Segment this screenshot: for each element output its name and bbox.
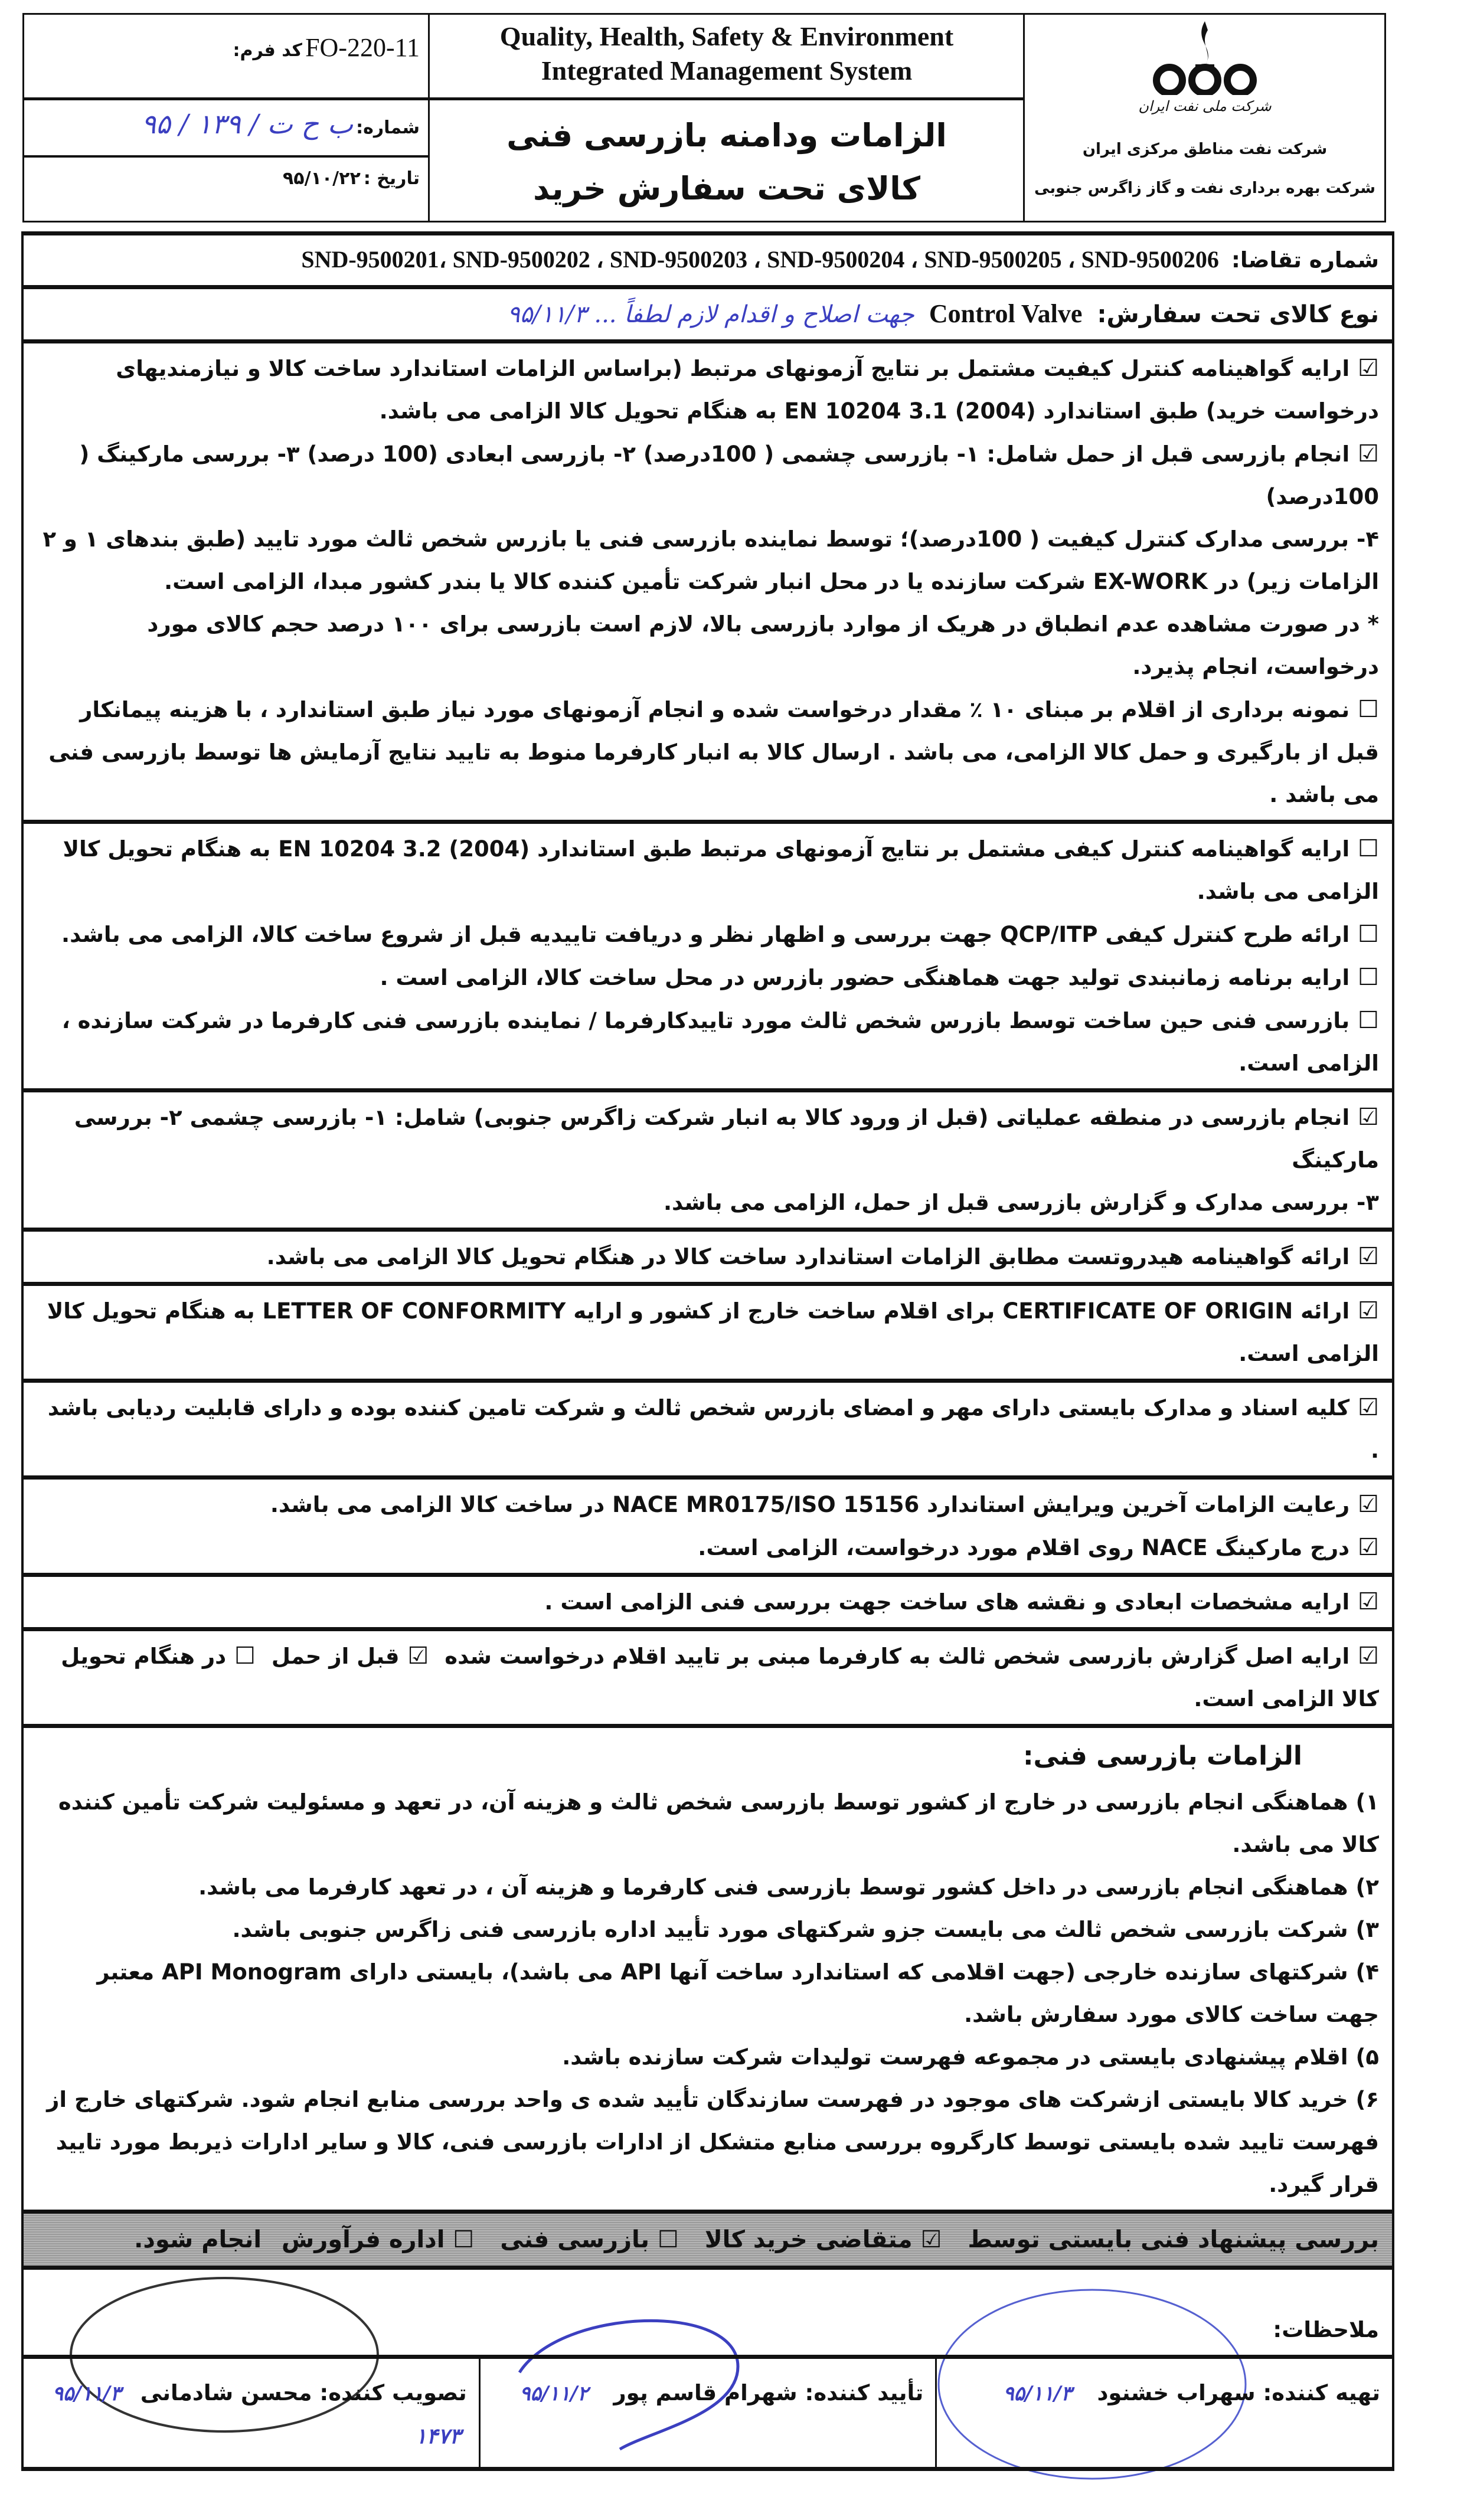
hydrotest-row	[21, 1228, 1394, 1282]
item-number: ۱)	[1355, 1789, 1379, 1815]
checkbox-unchecked[interactable]: ☐	[1358, 1007, 1379, 1034]
requirement-text: بازرسی فنی حین ساخت توسط بازرس شخص ثالث مورد تاییدکارفرما / نماینده بازرسی فنی کارفرما در شرکت سازنده ، الزامی است.	[61, 1008, 1379, 1076]
requirement-item	[37, 1483, 1379, 1526]
checkbox-unchecked[interactable]: ☐	[1358, 696, 1379, 723]
number-value: ب ح ت / ۱۳۹ / ۹۵	[141, 108, 354, 140]
checkbox-checked[interactable]: ☑	[1358, 1243, 1379, 1270]
requirement-item	[37, 347, 1379, 433]
nace-rows	[21, 1475, 1394, 1573]
request-number-value: SND-9500201، SND-9500202 ، SND-9500203 ، SND-9500204 ، SND-9500205 ، SND-9500206	[301, 246, 1219, 273]
dimensions-row	[21, 1573, 1394, 1627]
approved-by-label: تصویب کننده:	[319, 2380, 467, 2406]
requirement-text: ارایه گواهینامه کنترل کیفی مشتمل بر نتایج آزمونهای مرتبط طبق استاندارد (2004) EN 10204 3.2 به هنگام تحویل کالا الزامی می باشد.	[63, 836, 1379, 904]
requirement-list-item	[37, 1909, 1379, 1951]
processing-dept-checkbox[interactable]: ☐	[453, 2226, 475, 2253]
company-name-2: شرکت بهره برداری نفت و گاز زاگرس جنوبی	[1034, 179, 1375, 197]
section-site-inspection	[21, 1088, 1394, 1228]
approved-by-name: محسن شادمانی	[140, 2380, 312, 2406]
item-text: هماهنگی انجام بازرسی در خارج از کشور توسط بازرسی شخص ثالث و هزینه آن، در تعهد و مسئولیت شرکت تأمین کننده کالا می باشد.	[58, 1789, 1379, 1857]
approved-by-number: ۱۴۷۳	[415, 2424, 461, 2449]
system-title-1: Quality, Health, Safety & Environment	[499, 21, 954, 51]
form-body	[21, 231, 1394, 2471]
requirement-list-item	[37, 1866, 1379, 1909]
checkbox-checked[interactable]: ☑	[1358, 1104, 1379, 1131]
confirmed-by-date: ۹۵/۱۱/۲	[519, 2382, 589, 2406]
remarks-area	[21, 2266, 1394, 2355]
prepared-by	[937, 2359, 1392, 2467]
requirement-text: درج مارکینگ NACE روی اقلام مورد درخواست، الزامی است.	[698, 1535, 1350, 1560]
checkbox-unchecked[interactable]: ☐	[1358, 921, 1379, 948]
inspection-requirements	[21, 1724, 1394, 2210]
item-number: ۳)	[1355, 1917, 1379, 1942]
remarks-label: ملاحظات:	[1273, 2317, 1379, 2342]
prepared-by-date: ۹۵/۱۱/۳	[1003, 2382, 1072, 2406]
item-text: شرکتهای سازنده خارجی (جهت اقلامی که استاندارد ساخت آنها API می باشد)، بایستی دارای API Monogram معتبر جهت ساخت کالای مورد سفارش باشد.	[97, 1959, 1379, 2027]
before-shipment-checkbox[interactable]: ☑	[407, 1642, 429, 1670]
requirement-text: ارایه برنامه زمانبندی تولید جهت هماهنگی حضور بازرس در محل ساخت کالا، الزامی است .	[380, 965, 1350, 990]
requirement-item	[37, 913, 1379, 956]
requirement-text: نمونه برداری از اقلام بر مبنای ۱۰ ٪ مقدار درخواست شده و انجام آزمونهای مورد نیاز طبق استاندارد ، با هزینه پیمانکار قبل از بارگیری و حمل کالا الزامی، می باشد . ارسال کالا به انبار کارفرما منوط به تایید نتایج آزمایش ها توسط بازرسی فنی می باشد .	[48, 697, 1379, 807]
item-text: هماهنگی انجام بازرسی در داخل کشور توسط بازرسی فنی کارفرما و هزینه آن ، در تعهد کارفرما می باشد.	[198, 1874, 1348, 1900]
approved-by	[24, 2359, 481, 2467]
certificate-origin-row	[21, 1282, 1394, 1379]
item-text: خرید کالا بایستی ازشرکت های موجود در فهرست سازندگان تأیید شده ی واحد بررسی منابع انجام شود. شرکتهای خارج از فهرست تایید شده بایستی توسط کارگروه بررسی منابع متشکل از ادارات بازرسی فنی، کالا و سایر ادارات ذیربط مورد تایید قرار گیرد.	[47, 2087, 1379, 2197]
checkbox-checked[interactable]: ☑	[1358, 1491, 1379, 1518]
requirement-text: کلیه اسناد و مدارک بایستی دارای مهر و امضای بازرس شخص ثالث و شرکت تامین کننده بوده و دارای قابلیت ردیابی باشد .	[47, 1395, 1379, 1463]
requirements-title: الزامات بازرسی فنی:	[1022, 1741, 1302, 1771]
number-field	[24, 108, 420, 140]
processing-dept-label: اداره فرآورش	[282, 2226, 445, 2253]
number-label: شماره:	[356, 117, 420, 138]
documents-row	[21, 1379, 1394, 1475]
doc-title-1: الزامات ودامنه بازرسی فنی	[506, 117, 947, 154]
header	[22, 13, 1386, 222]
requirement-text: ارائه طرح کنترل کیفی QCP/ITP جهت بررسی و اظهار نظر و دریافت تاییدیه قبل از شروع ساخت کالا، الزامی می باشد.	[61, 922, 1350, 947]
requirement-item	[37, 433, 1379, 518]
checkbox-checked[interactable]: ☑	[1358, 1394, 1379, 1421]
before-shipment-label: قبل از حمل	[271, 1644, 400, 1669]
checkbox-unchecked[interactable]: ☐	[1358, 835, 1379, 862]
request-number-label: شماره تقاضا:	[1231, 247, 1379, 273]
handwritten-note: جهت اصلاح و اقدام لازم لطفاً ... ۹۵/۱۱/۳	[507, 301, 914, 328]
on-delivery-label: در هنگام تحویل کالا الزامی است.	[61, 1644, 1379, 1711]
item-number: ۶)	[1355, 2087, 1379, 2112]
confirmed-by-label: تأیید کننده:	[805, 2380, 924, 2406]
applicant-checkbox[interactable]: ☑	[920, 2226, 942, 2253]
requirement-text: ارایه مشخصات ابعادی و نقشه های ساخت جهت بررسی فنی الزامی است .	[544, 1589, 1350, 1615]
requirement-text: انجام بازرسی در منطقه عملیاتی (قبل از ورود کالا به انبار شرکت زاگرس جنوبی) شامل: ۱- بازرسی چشمی ۲- بررسی مارکینگ	[74, 1105, 1379, 1173]
flame-logo-icon	[1134, 18, 1276, 95]
item-text: اقلام پیشنهادی بایستی در مجموعه فهرست تولیدات شرکت سازنده باشد.	[562, 2044, 1348, 2070]
nonconformity-note: * در صورت مشاهده عدم انطباق در هریک از موارد بازرسی بالا، لازم است بازرسی برای ۱۰۰ درصد حجم کالای مورد درخواست، انجام پذیرد.	[147, 611, 1379, 679]
requirement-item	[37, 999, 1379, 1085]
review-prefix: بررسی پیشنهاد فنی بایستی توسط	[968, 2226, 1379, 2253]
checkbox-checked[interactable]: ☑	[1358, 1642, 1379, 1670]
technical-inspection-label: بازرسی فنی	[500, 2226, 650, 2253]
prepared-by-label: تهیه کننده:	[1263, 2380, 1380, 2406]
logo-text: شرکت ملی نفت ایران	[1138, 98, 1272, 114]
system-title-2: Integrated Management System	[541, 55, 913, 86]
requirement-item	[37, 1096, 1379, 1182]
requirement-text: ارایه اصل گزارش بازرسی شخص ثالث به کارفرما مبنی بر تایید اقلام درخواست شده	[445, 1644, 1350, 1669]
requirement-list-item	[37, 2079, 1379, 2206]
form-code	[24, 32, 420, 63]
requirement-text: رعایت الزامات آخرین ویرایش استاندارد NACE MR0175/ISO 15156 در ساخت کالا الزامی می باشد.	[270, 1492, 1350, 1517]
company-name-1: شرکت نفت مناطق مرکزی ایران	[1082, 140, 1328, 158]
checkbox-checked[interactable]: ☑	[1358, 440, 1379, 467]
applicant-label: متقاضی خرید کالا	[704, 2226, 913, 2253]
nioc-logo	[1134, 18, 1276, 119]
requirement-text: ارائه گواهینامه هیدروتست مطابق الزامات استاندارد ساخت کالا در هنگام تحویل کالا الزامی می باشد.	[266, 1244, 1350, 1269]
checkbox-checked[interactable]: ☑	[1358, 1297, 1379, 1324]
confirmed-by	[481, 2359, 937, 2467]
third-party-report-row	[21, 1627, 1394, 1724]
requirement-text: ارائه CERTIFICATE OF ORIGIN برای اقلام ساخت خارج از کشور و ارایه LETTER OF CONFORMITY به هنگام تحویل کالا الزامی است.	[47, 1298, 1379, 1366]
checkbox-checked[interactable]: ☑	[1358, 1588, 1379, 1615]
date-value: ۹۵/۱۰/۲۲	[282, 168, 361, 189]
requirement-list-item	[37, 1951, 1379, 2036]
date-label: تاریخ :	[363, 168, 420, 189]
form-code-label: کد فرم:	[233, 40, 302, 61]
requirement-text: ارایه گواهینامه کنترل کیفیت مشتمل بر نتایج آزمونهای مرتبط (براساس الزامات استاندارد ساخت کالا و نیازمندیهای درخواست خرید) طبق استاندارد (2004) EN 10204 3.1 به هنگام تحویل کالا الزامی می باشد.	[116, 356, 1379, 424]
section-manufacturing-inspection	[21, 820, 1394, 1088]
section-quality-certificate	[21, 339, 1394, 820]
requirement-text: ۴- بررسی مدارک کنترل کیفیت ( 100درصد)؛ توسط نماینده بازرسی فنی یا بازرس شخص ثالث مورد تایید (طبق بندهای ۱ و ۲ الزامات زیر) در EX-WORK شرکت سازنده یا در محل انبار شرکت تأمین کننده کالا یا بندر کشور مبدا، الزامی است.	[43, 526, 1379, 594]
doc-title-2: کالای تحت سفارش خرید	[533, 170, 920, 207]
item-number: ۲)	[1355, 1874, 1379, 1900]
requirement-item	[37, 688, 1379, 816]
requirement-item	[37, 1526, 1379, 1569]
goods-type-row	[21, 285, 1394, 339]
review-suffix: انجام شود.	[134, 2226, 262, 2253]
checkbox-unchecked[interactable]: ☐	[1358, 964, 1379, 991]
on-delivery-checkbox[interactable]: ☐	[234, 1642, 256, 1670]
technical-review-bar	[21, 2210, 1394, 2266]
requirement-text: ۳- بررسی مدارک و گزارش بازرسی قبل از حمل، الزامی می باشد.	[663, 1190, 1379, 1215]
requirement-item	[37, 956, 1379, 999]
checkbox-checked[interactable]: ☑	[1358, 1534, 1379, 1561]
request-number-row	[21, 231, 1394, 285]
approved-by-date: ۹۵/۱۱/۳	[52, 2382, 121, 2406]
requirement-text: انجام بازرسی قبل از حمل شامل: ۱- بازرسی چشمی ( 100درصد) ۲- بازرسی ابعادی (100 درصد) ۳- بررسی مارکینگ ( 100درصد)	[79, 441, 1379, 509]
form-code-value: FO-220-11	[305, 33, 420, 62]
goods-type-value: Control Valve	[929, 299, 1083, 328]
goods-type-label: نوع کالای تحت سفارش:	[1097, 301, 1379, 328]
signature-row	[21, 2355, 1394, 2471]
confirmed-by-name: شهرام قاسم پور	[613, 2380, 798, 2406]
requirement-list-item	[37, 2036, 1379, 2079]
item-text: شرکت بازرسی شخص ثالث می بایست جزو شرکتهای مورد تأیید اداره بازرسی فنی زاگرس جنوبی باشد.	[232, 1917, 1348, 1942]
prepared-by-name: سهراب خشنود	[1097, 2380, 1256, 2406]
date-field	[24, 168, 420, 189]
checkbox-checked[interactable]: ☑	[1358, 355, 1379, 382]
technical-inspection-checkbox[interactable]: ☐	[658, 2226, 679, 2253]
requirement-list-item	[37, 1781, 1379, 1866]
item-number: ۵)	[1355, 2044, 1379, 2070]
requirement-item	[37, 827, 1379, 913]
item-number: ۴)	[1355, 1959, 1379, 1985]
